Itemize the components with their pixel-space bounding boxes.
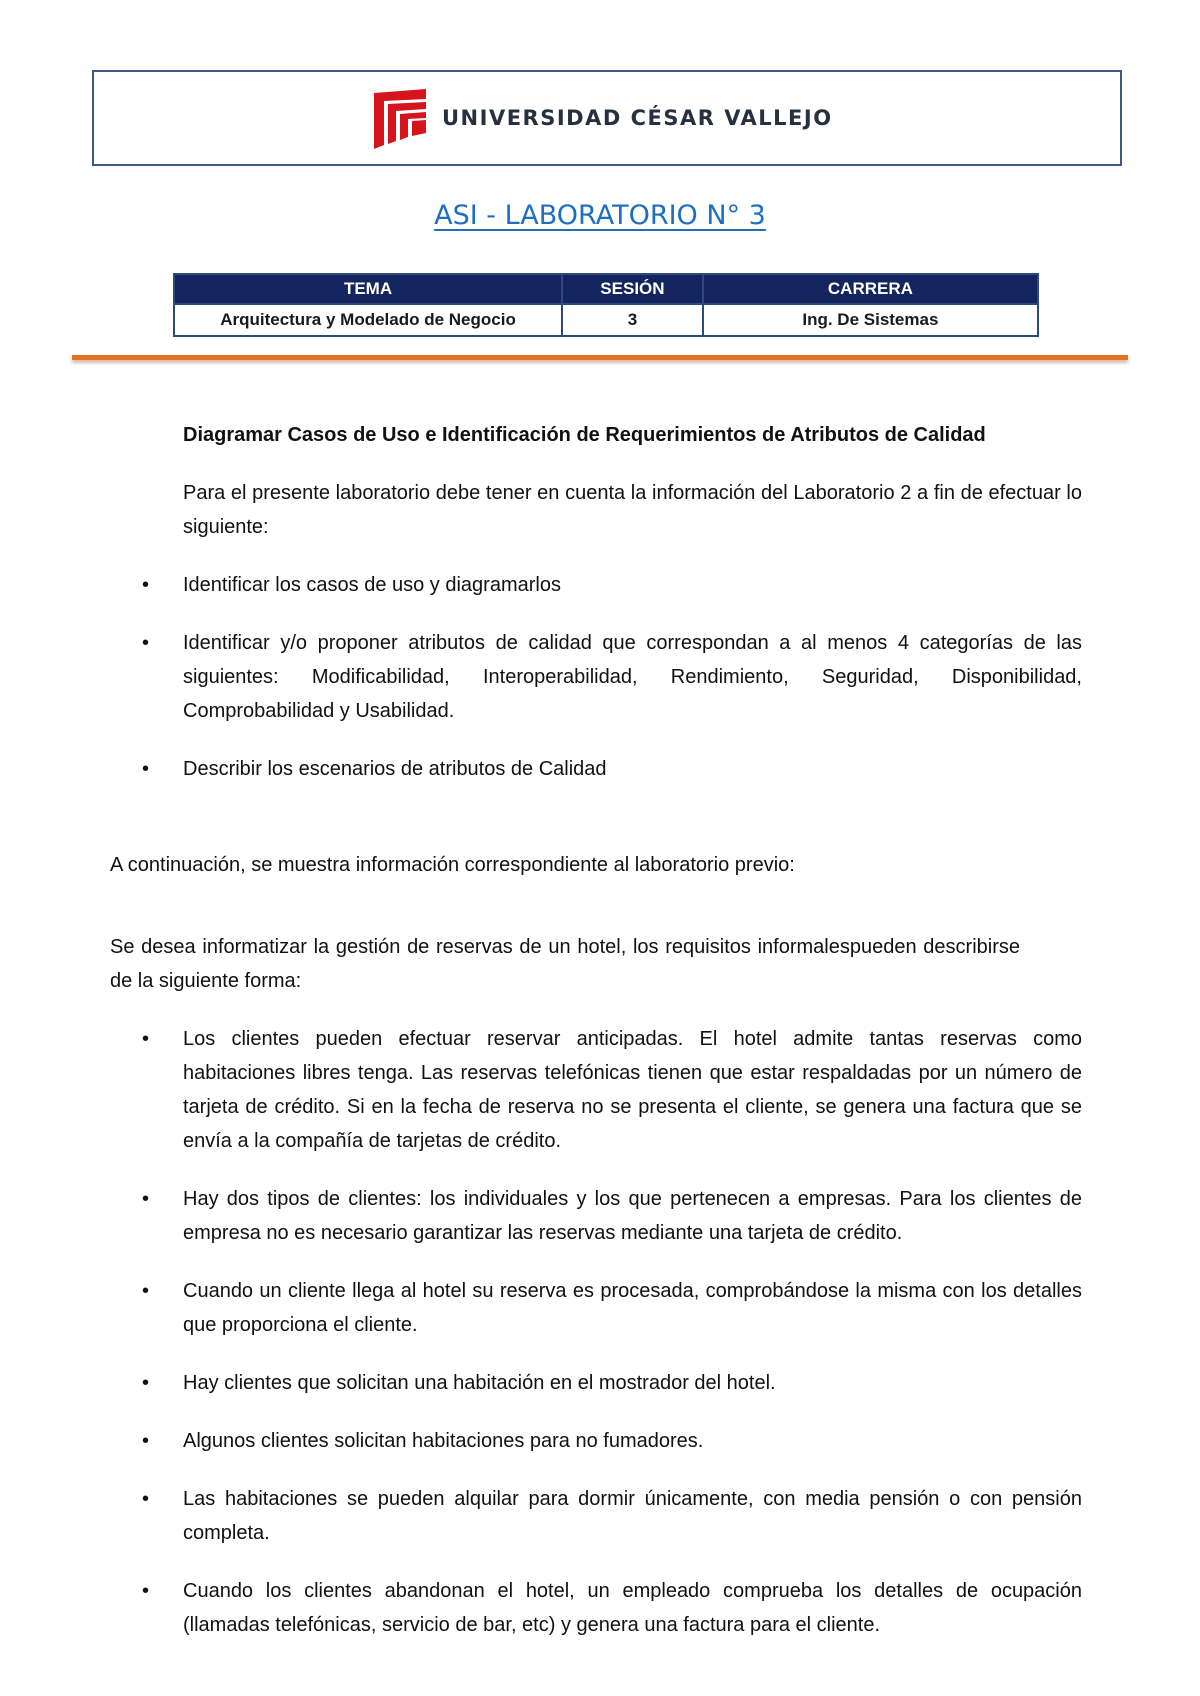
orange-divider [72, 355, 1128, 360]
header-tema: TEMA [174, 274, 562, 304]
bullet-icon: • [142, 1430, 150, 1452]
continuation-text: A continuación, se muestra información correspondiente al laboratorio previo: [110, 854, 795, 876]
bullet-icon: • [142, 632, 150, 654]
bullet-icon: • [142, 1028, 150, 1050]
task-list [142, 568, 1082, 786]
intro-paragraph: Para el presente laboratorio debe tener en cuenta la información del Laboratorio 2 a fin de efectuar lo siguiente: [183, 482, 1082, 538]
header-carrera: CARRERA [703, 274, 1038, 304]
case-intro: Se desea informatizar la gestión de reservas de un hotel, los requisitos informalespueden describirse de la siguiente forma: [110, 936, 1020, 992]
bullet-icon: • [142, 1280, 150, 1302]
header-box [92, 70, 1122, 166]
list-item: • Cuando los clientes abandonan el hotel, un empleado comprueba los detalles de ocupación (llamadas telefónicas, servicio de bar, etc) y genera una factura para el cliente. [142, 1574, 1082, 1642]
bullet-icon: • [142, 1188, 150, 1210]
list-item: • Cuando un cliente llega al hotel su reserva es procesada, comprobándose la misma con los detalles que proporciona el cliente. [142, 1274, 1082, 1342]
bullet-icon: • [142, 574, 150, 596]
header-sesion: SESIÓN [562, 274, 703, 304]
list-item: • Identificar y/o proponer atributos de calidad que correspondan a al menos 4 categorías de las siguientes: Modificabilidad, Interoperabilidad, Rendimiento, Seguridad, Disponibilidad, Comprobabilidad y Usabilidad. [142, 626, 1082, 728]
list-item: • Identificar los casos de uso y diagramarlos [142, 568, 1082, 602]
ucv-shield-icon [372, 87, 428, 149]
bullet-icon: • [142, 1372, 150, 1394]
list-item: • Hay dos tipos de clientes: los individuales y los que pertenecen a empresas. Para los clientes de empresa no es necesario garantizar las reservas mediante una tarjeta de crédito. [142, 1182, 1082, 1250]
bullet-icon: • [142, 758, 150, 780]
value-sesion: 3 [562, 304, 703, 336]
value-carrera: Ing. De Sistemas [703, 304, 1038, 336]
list-item: • Algunos clientes solicitan habitaciones para no fumadores. [142, 1424, 1082, 1458]
bullet-icon: • [142, 1488, 150, 1510]
document-title: ASI - LABORATORIO N° 3 [434, 200, 766, 231]
info-table [173, 273, 1039, 337]
university-logo [372, 86, 833, 150]
info-table-value-row [174, 304, 1038, 336]
value-tema: Arquitectura y Modelado de Negocio [174, 304, 562, 336]
logo-text: UNIVERSIDAD CÉSAR VALLEJO [442, 106, 833, 130]
section-heading: Diagramar Casos de Uso e Identificación de Requerimientos de Atributos de Calidad [183, 424, 986, 446]
list-item: • Hay clientes que solicitan una habitación en el mostrador del hotel. [142, 1366, 1082, 1400]
list-item: • Los clientes pueden efectuar reservar anticipadas. El hotel admite tantas reservas como habitaciones libres tenga. Las reservas telefónicas tienen que estar respaldadas por un número de tarjeta de crédito. Si en la fecha de reserva no se presenta el cliente, se genera una factura que se envía a la compañía de tarjetas de crédito. [142, 1022, 1082, 1158]
list-item: • Las habitaciones se pueden alquilar para dormir únicamente, con media pensión o con pensión completa. [142, 1482, 1082, 1550]
bullet-icon: • [142, 1580, 150, 1602]
requirements-list [142, 1022, 1082, 1642]
list-item: • Describir los escenarios de atributos de Calidad [142, 752, 1082, 786]
info-table-header-row [174, 274, 1038, 304]
